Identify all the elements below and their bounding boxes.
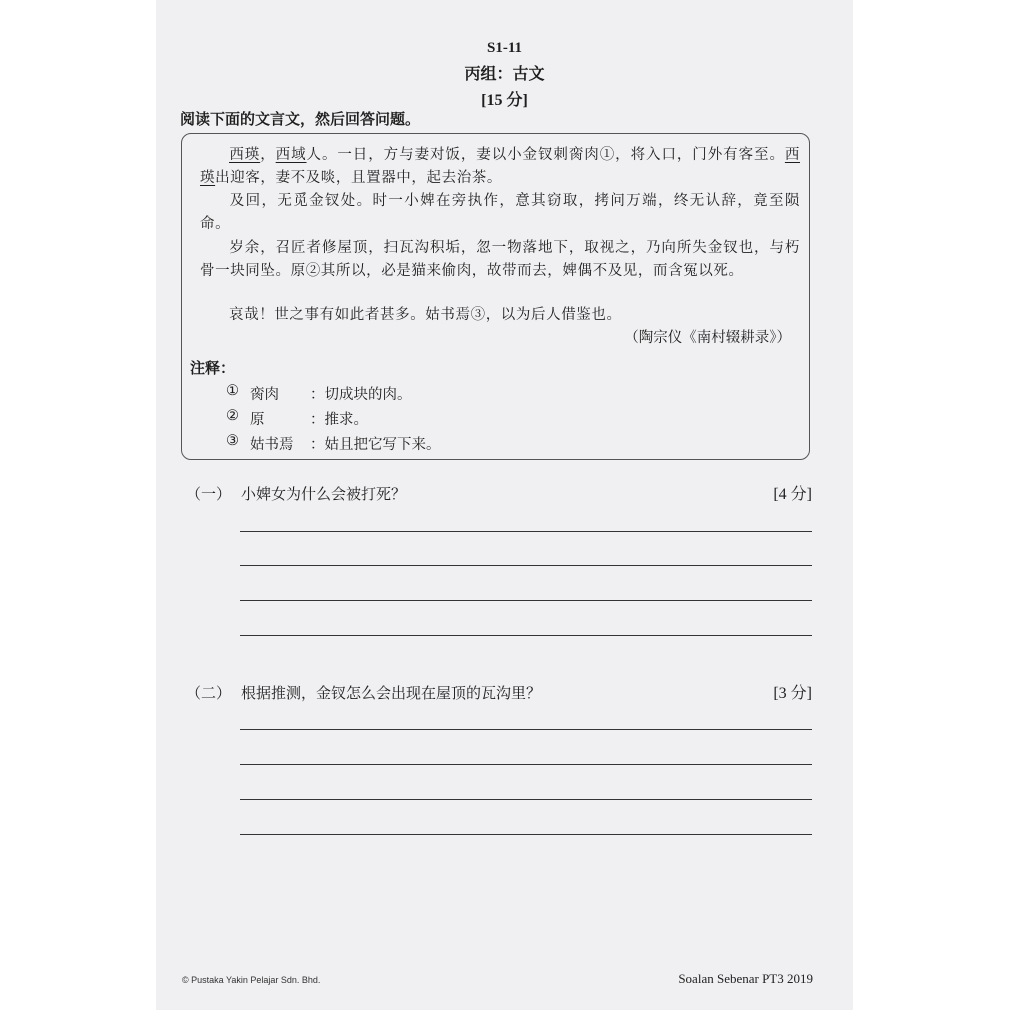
question-1: （一） 小婢女为什么会被打死？ [4 分] [186, 485, 812, 503]
answer-line[interactable] [240, 531, 812, 532]
passage-paragraph-2: 及回，无觅金钗处。时一小婢在旁执作，意其窃取，拷问万端，终无认辞，竟至陨命。 [200, 193, 800, 232]
answer-line[interactable] [240, 834, 812, 835]
passage-paragraph-3: 岁余，召匠者修屋顶，扫瓦沟积垢，忽一物落地下，取视之，乃向所失金钗也，与朽骨一块同坠。原②其所以，必是猫来偷肉，故带而去，婢偶不及见，而含冤以死。 [200, 240, 800, 279]
instruction-text: 阅读下面的文言文，然后回答问题。 [180, 110, 421, 128]
answer-line[interactable] [240, 764, 812, 765]
note-item: ② 原 ：推求。 [226, 408, 368, 428]
answer-line[interactable] [240, 729, 812, 730]
section-title: 丙组：古文 [464, 64, 545, 83]
place-name: 西域 [275, 147, 307, 163]
question-2: （二） 根据推测，金钗怎么会出现在屋顶的瓦沟里？ [3 分] [186, 684, 812, 702]
publisher-footer: © Pustaka Yakin Pelajar Sdn. Bhd. [182, 975, 321, 985]
answer-line[interactable] [240, 600, 812, 601]
answer-line[interactable] [240, 635, 812, 636]
passage-box [181, 133, 810, 460]
answer-line[interactable] [240, 799, 812, 800]
passage-paragraph-4: 哀哉！世之事有如此者甚多。姑书焉③，以为后人借鉴也。 [229, 307, 622, 323]
passage-source: （陶宗仪《南村辍耕录》） [624, 330, 791, 346]
exam-page [156, 0, 853, 1010]
section-code: S1-11 [486, 40, 522, 56]
passage-paragraph-1: 西瑛，西域人。一日，方与妻对饭，妻以小金钗刺脔肉①，将入口，门外有客至。西瑛出迎客，妻不及啖，且置器中，起去治茶。 [200, 147, 800, 186]
note-item: ① 脔肉 ：切成块的肉。 [226, 383, 412, 403]
person-name: 西瑛 [200, 147, 800, 186]
section-marks: [15 分] [481, 92, 528, 109]
series-footer: Soalan Sebenar PT3 2019 [678, 971, 813, 986]
notes-title: 注释： [190, 359, 236, 377]
note-item: ③ 姑书焉 ：姑且把它写下来。 [226, 433, 441, 453]
answer-line[interactable] [240, 565, 812, 566]
person-name: 西瑛 [229, 147, 261, 163]
